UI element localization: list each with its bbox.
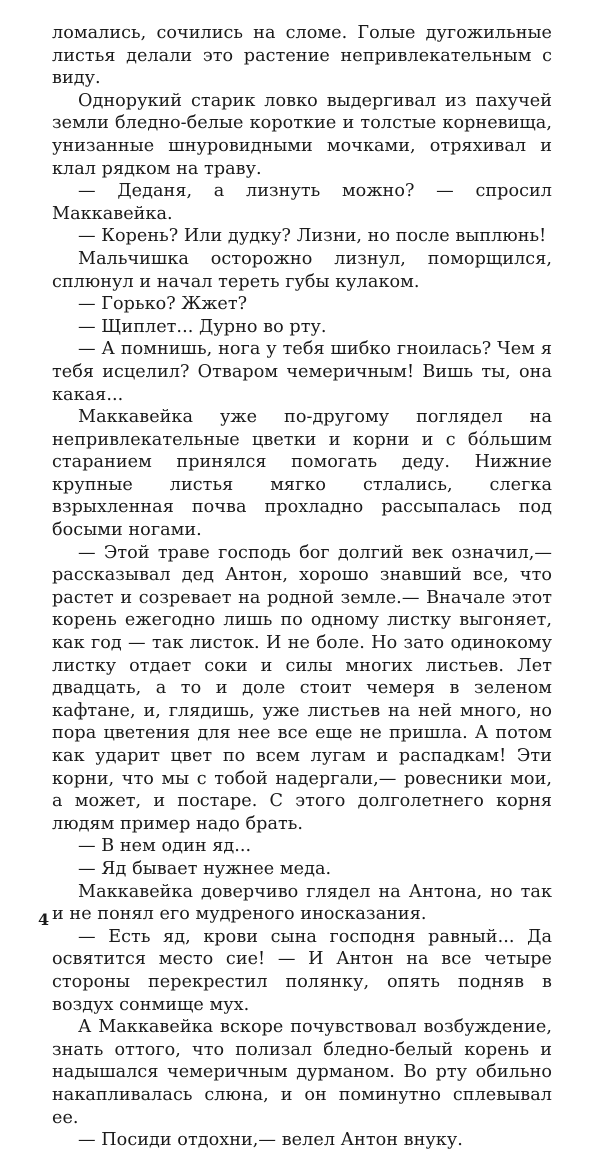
paragraph-8: — А помнишь, нога у тебя шибко гноилась? Чем я тебя исцелил? Отваром чемеричным! Вишь ты, она какая...: [52, 339, 552, 405]
paragraph-3: — Деданя, а лизнуть можно? — спросил Маккавейка.: [52, 181, 552, 224]
paragraph-9: Маккавейка уже по-другому поглядел на непривлекательные цветки и корни и с бо́льшим старанием принялся помогать деду. Нижние крупные листья мягко стлались, слегка взрыхленная почва прохладно рассыпалась под босыми ногами.: [52, 407, 552, 541]
paragraph-2: Однорукий старик ловко выдергивал из пахучей земли бледно-белые короткие и толстые корневища, унизанные шнуровидными мочками, отряхивал и клал рядком на траву.: [52, 90, 552, 179]
paragraph-13: Маккавейка доверчиво глядел на Антона, но так и не понял его мудреного иносказания.: [52, 881, 552, 925]
paragraph-6: — Горько? Жжет?: [78, 294, 248, 315]
page-body: [52, 22, 552, 1152]
page-number: 4: [38, 910, 50, 929]
paragraph-10: — Этой траве господь бог долгий век означил,— рассказывал дед Антон, хорошо знавший все, что растет и созревает на родной земле.— Вначале этот корень ежегодно лишь по одному листку выгоняет, как год — так листок. И не боле. Но зато одинокому листку отдает соки и силы многих листьев. Лет двадцать, а то и доле стоит чемеря в зеленом кафтане, и, глядишь, уже листьев на ней много, но пора цветения для нее все еще не пришла. А потом как ударит цвет по всем лугам и распадкам! Эти корни, что мы с тобой надергали,— ровесники мои, а может, и постаре. С этого долголетнего корня людям пример надо брать.: [52, 542, 552, 834]
paragraph-14: — Есть яд, крови сына господня равный... Да освятится место сие! — И Антон на все четыре стороны перекрестил полянку, опять подняв в воздух сонмище мух.: [52, 926, 552, 1015]
paragraph-16: — Посиди отдохни,— велел Антон внуку.: [78, 1130, 463, 1151]
paragraph-12: — Яд бывает нужнее меда.: [78, 858, 332, 879]
paragraph-5: Мальчишка осторожно лизнул, поморщился, сплюнул и начал тереть губы кулаком.: [52, 248, 552, 292]
paragraph-4: — Корень? Или дудку? Лизни, но после выплюнь!: [78, 226, 547, 247]
paragraph-11: — В нем один яд...: [78, 836, 252, 857]
paragraph-1: ломались, сочились на сломе. Голые дугожильные листья делали это растение непривлекательным с виду.: [52, 23, 552, 89]
paragraph-15: А Маккавейка вскоре почувствовал возбуждение, знать оттого, что полизал бледно-белый корень и надышался чемеричным дурманом. Во рту обильно накапливалась слюна, и он поминутно сплевывал ее.: [52, 1017, 552, 1128]
paragraph-7: — Щиплет... Дурно во рту.: [78, 316, 327, 337]
